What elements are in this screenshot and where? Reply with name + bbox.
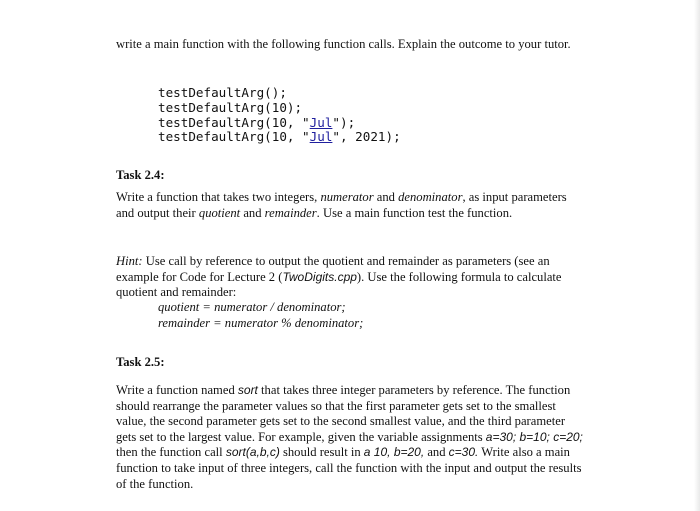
task-2-4-paragraph: Write a function that takes two integers, numerator and denominator, as input parameters and output their quotient and remainder. Use a main function test the function.	[116, 190, 567, 220]
task-2-5-paragraph: Write a function named sort that takes three integer parameters by reference. The function should rearrange the parameter values so that the first parameter gets set to the smallest value, the second parameter gets set to the second smallest value, and the third parameter gets set to the largest value. For example, given the variable assignments a=30; b=10; c=20; then the function call sort(a,b,c) should result in a 10, b=20, and c=30. Write also a main function to take input of three integers, call the function with the input and output the results of the function.	[116, 383, 583, 491]
code-line-3: testDefaultArg(10, "Jul");	[158, 114, 356, 130]
formula-remainder: remainder = numerator % denominator;	[158, 316, 364, 330]
code-line-2: testDefaultArg(10);	[158, 99, 303, 115]
task-2-5-heading: Task 2.5:	[116, 355, 165, 369]
code-line-4: testDefaultArg(10, "Jul", 2021);	[158, 129, 401, 145]
hint-paragraph: Hint: Use call by reference to output the quotient and remainder as parameters (see an example for Code for Lecture 2 (TwoDigits.cpp). Use the following formula to calculate quotient and remainder:	[116, 254, 562, 300]
page-edge-shadow	[694, 0, 700, 511]
code-line-1: testDefaultArg();	[158, 85, 287, 100]
hint-label: Hint:	[116, 254, 143, 268]
formula-quotient: quotient = numerator / denominator;	[158, 300, 346, 314]
string-literal: Jul	[309, 129, 333, 145]
intro-paragraph: write a main function with the following function calls. Explain the outcome to your tutor.	[116, 37, 571, 51]
file-name: TwoDigits.cpp	[282, 269, 357, 284]
task-2-4-heading: Task 2.4:	[116, 168, 165, 182]
string-literal: Jul	[309, 114, 333, 130]
code-block	[158, 86, 401, 145]
